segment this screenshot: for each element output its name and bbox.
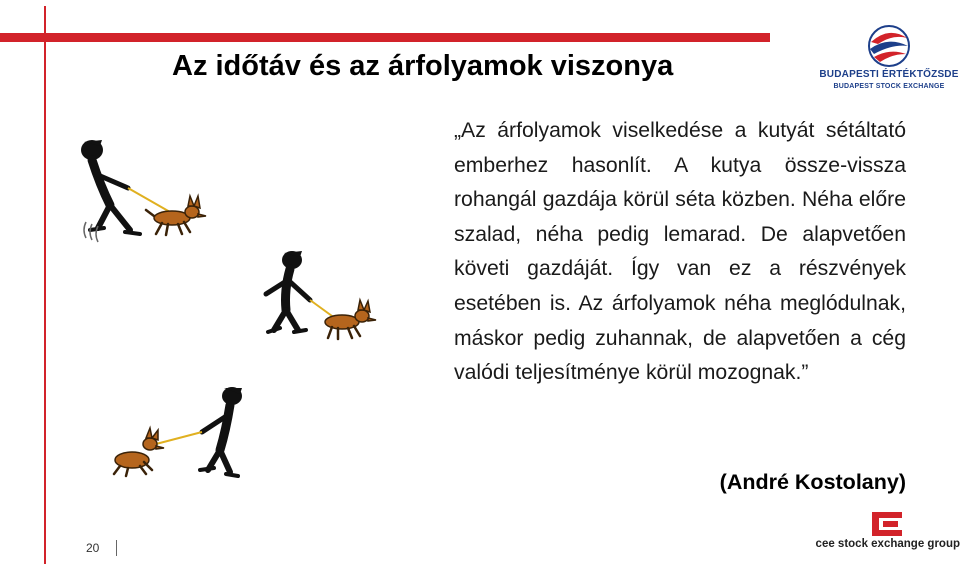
- page-title: Az időtáv és az árfolyamok viszonya: [172, 50, 674, 82]
- figure-2: [266, 251, 376, 339]
- stick-figure-walking-dog-icon: [70, 130, 390, 480]
- quote-author: (André Kostolany): [719, 470, 906, 494]
- bse-name: BUDAPESTI ÉRTÉKTŐZSDE: [819, 69, 959, 80]
- cee-logo-icon: [872, 512, 902, 536]
- bse-logo-icon: [818, 22, 960, 68]
- cee-logo: [806, 512, 960, 556]
- quote-text: „Az árfolyamok viselkedése a kutyát sétáltató emberhez hasonlít. A kutya össze-vissza rohangál gazdája körül séta közben. Néha előre szalad, néha pedig lemarad. De alapvetően követi gazdáját. Így van ez a részvények esetében is. Az árfolyamok néha meglódulnak, máskor pedig zuhannak, de alapvetően a cég valódi teljesítménye körül mozognak.”: [454, 119, 906, 385]
- bse-subtitle: BUDAPEST STOCK EXCHANGE: [833, 83, 945, 90]
- bse-logo: [818, 22, 960, 98]
- figure-1: [81, 140, 206, 242]
- page-number: 20: [86, 541, 100, 555]
- left-red-line: [44, 6, 46, 564]
- page-number-separator: [116, 540, 117, 556]
- cee-name: cee stock exchange group: [815, 538, 960, 550]
- top-red-bar: [0, 33, 770, 42]
- figure-3: [114, 387, 242, 476]
